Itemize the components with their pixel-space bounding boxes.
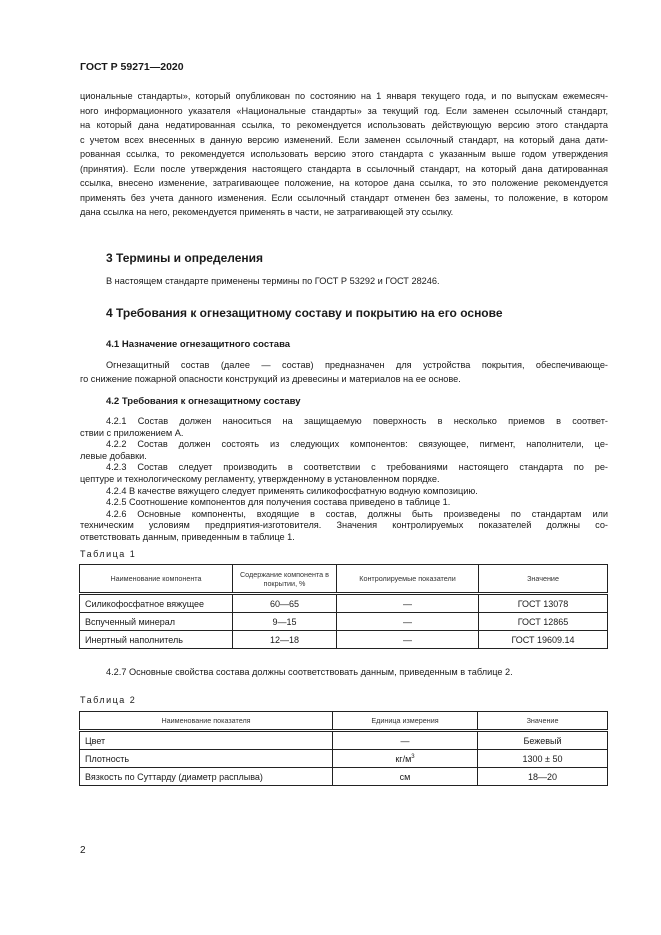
text-line: 4.2.4 В качестве вяжущего следует применять силикофосфатную водную композицию. <box>106 485 478 496</box>
table-cell: Вспученный минерал <box>80 613 233 631</box>
text-line: дана ссылка на него, рекомендуется применять в части, не затрагивающей эту ссылку. <box>80 207 454 217</box>
text-line: 4.2.5 Соотношение компонентов для получения состава приведено в таблице 1. <box>106 497 451 508</box>
text-line: ного информационного указателя «Национальные стандарты» за текущий год. Если заменен ссылочный стандарт, <box>80 105 608 116</box>
text-line: применять без учета данного изменения. Если ссылочный стандарт отменен без замены, то положение, в котором <box>80 192 608 203</box>
unit-text: кг/м <box>395 753 412 764</box>
table-cell: см <box>333 768 478 786</box>
section-4-1-title: 4.1 Назначение огнезащитного состава <box>106 339 291 350</box>
table-cell: — <box>337 631 479 649</box>
section-4-title: 4 Требования к огнезащитному составу и покрытию на его основе <box>106 306 503 320</box>
table-1 <box>79 564 608 649</box>
table-header: Значение <box>479 565 608 594</box>
table-row <box>80 613 608 631</box>
table-cell <box>333 750 478 768</box>
table-header: Наименование компонента <box>80 565 233 594</box>
text-line: ссылка, внесено изменение, затрагивающее положение, на которое дана ссылка, то это положение рекомендуется <box>80 178 608 188</box>
text-line: (принятия). Если после утверждения настоящего стандарта в ссылочный стандарт, на который дана датированная <box>80 163 608 174</box>
table-cell: 12—18 <box>233 631 337 649</box>
text-line: техническим условиям предприятия-изготовителя. Значения контролируемых показателей должны со- <box>80 520 608 531</box>
table-row <box>80 594 608 613</box>
table-row <box>80 768 608 786</box>
table-cell: ГОСТ 19609.14 <box>479 631 608 649</box>
text-line: Огнезащитный состав (далее — состав) предназначен для устройства покрытия, обеспечивающе- <box>106 360 608 370</box>
document-header: ГОСТ Р 59271—2020 <box>80 61 184 73</box>
table-header: Содержание компонента в покрытии, % <box>233 565 337 594</box>
text-line: 4.2.6 Основные компоненты, входящие в состав, должны быть произведены по стандартам или <box>106 508 608 519</box>
table-cell: Вязкость по Суттарду (диаметр расплыва) <box>80 768 333 786</box>
table-row <box>80 750 608 768</box>
text-line: циональные стандарты», который опубликован по состоянию на 1 января текущего года, и по выпускам ежемесяч- <box>80 91 608 101</box>
table-cell: Плотность <box>80 750 333 768</box>
text-line: левые добавки. <box>80 450 147 461</box>
text-line: рованная ссылка, то рекомендуется использовать версию этого стандарта с указанным выше годом утверждения <box>80 149 608 159</box>
table-cell: 1300 ± 50 <box>478 750 608 768</box>
table-cell: ГОСТ 12865 <box>479 613 608 631</box>
table-row <box>80 731 608 750</box>
table-header: Единица измерения <box>333 712 478 731</box>
table-cell: Инертный наполнитель <box>80 631 233 649</box>
text-line: на который дана недатированная ссылка, то рекомендуется использовать действующую версию этого стандарта <box>80 120 608 130</box>
text-line: 4.2.1 Состав должен наноситься на защищаемую поверхность в несколько приемов в соответ- <box>106 416 608 426</box>
table-2 <box>79 711 608 786</box>
text-line: ствии с приложением А. <box>80 427 184 438</box>
page-number: 2 <box>80 845 86 856</box>
table-cell: ГОСТ 13078 <box>479 594 608 613</box>
text-line: 4.2.7 Основные свойства состава должны соответствовать данным, приведенным в таблице 2. <box>106 667 513 677</box>
table-cell: 9—15 <box>233 613 337 631</box>
table-cell: — <box>337 594 479 613</box>
section-3-title: 3 Термины и определения <box>106 251 264 265</box>
section-3-text: В настоящем стандарте применены термины по ГОСТ Р 53292 и ГОСТ 28246. <box>106 276 440 286</box>
table-header: Контролируемые показатели <box>337 565 479 594</box>
table-2-caption: Таблица 2 <box>80 695 137 705</box>
table-header: Наименование показателя <box>80 712 333 731</box>
table-header: Значение <box>478 712 608 731</box>
text-line: 4.2.2 Состав должен состоять из следующих компонентов: связующее, пигмент, наполнители, це- <box>106 439 608 450</box>
table-cell: — <box>333 731 478 750</box>
section-4-2-title: 4.2 Требования к огнезащитному составу <box>106 396 301 407</box>
unit-superscript: 3 <box>411 753 415 760</box>
table-1-caption: Таблица 1 <box>80 549 137 559</box>
table-row <box>80 631 608 649</box>
table-cell: — <box>337 613 479 631</box>
table-cell: Силикофосфатное вяжущее <box>80 594 233 613</box>
text-line: цептуре и технологическому регламенту, утвержденному в установленном порядке. <box>80 474 440 484</box>
table-cell: Цвет <box>80 731 333 750</box>
text-line: ответствовать данным, приведенным в таблице 1. <box>80 532 295 542</box>
table-cell: 18—20 <box>478 768 608 786</box>
text-line: с учетом всех внесенных в данную версию изменений. Если заменен ссылочный стандарт, на который дана дати- <box>80 134 608 145</box>
table-cell: Бежевый <box>478 731 608 750</box>
table-cell: 60—65 <box>233 594 337 613</box>
text-line: го снижение пожарной опасности конструкций из древесины и материалов на ее основе. <box>80 374 461 384</box>
text-line: 4.2.3 Состав следует производить в соответствии с требованиями настоящего стандарта по ре- <box>106 462 608 473</box>
